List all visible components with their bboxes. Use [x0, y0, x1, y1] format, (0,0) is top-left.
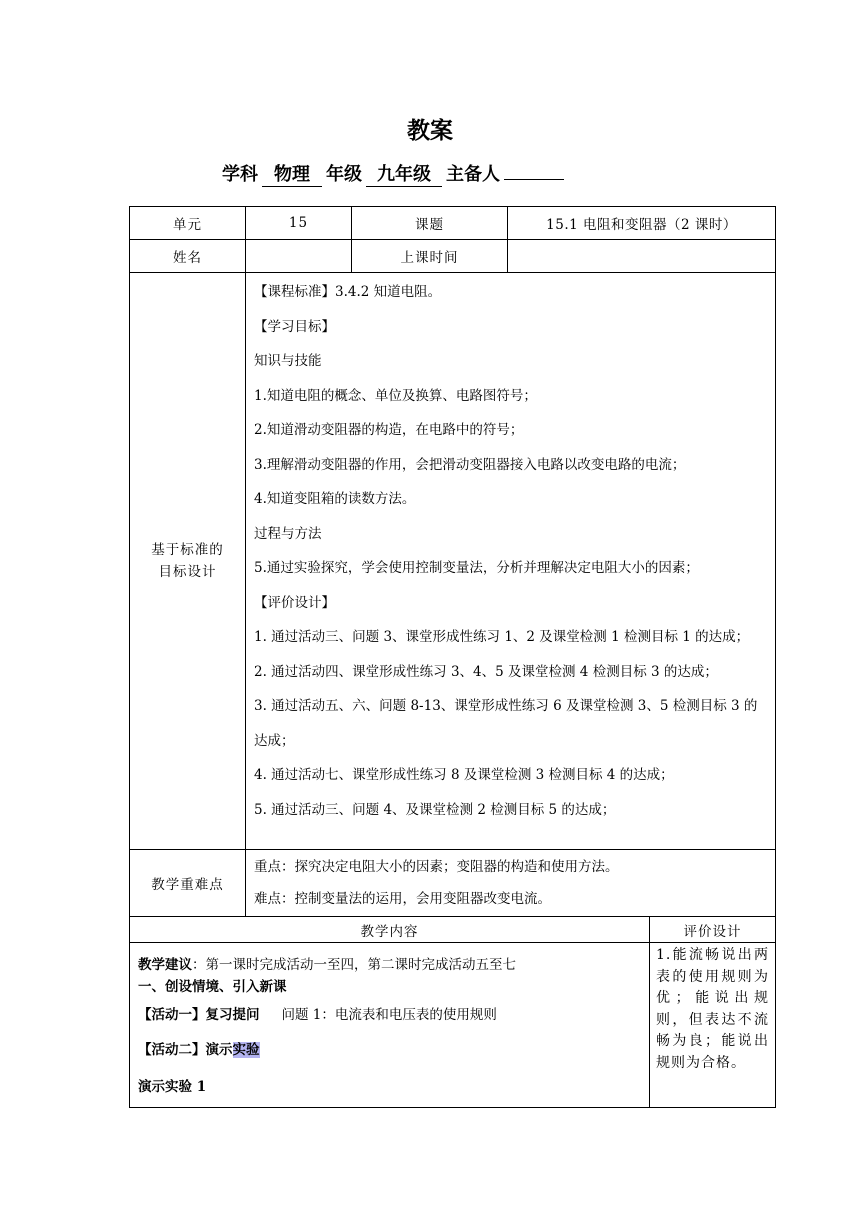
- objective-line: 3.理解滑动变阻器的作用，会把滑动变阻器接入电路以改变电路的电流；: [254, 456, 686, 473]
- content-header: 教学内容: [130, 917, 650, 943]
- unit-value: 15: [246, 207, 352, 240]
- objectives-content: [246, 273, 776, 850]
- objectives-label: [130, 273, 246, 850]
- topic-label: 课题: [352, 207, 508, 240]
- objective-line: 2. 通过活动四、课堂形成性练习 3、4、5 及课堂检测 4 检测目标 3 的达成；: [254, 663, 718, 680]
- objective-line: 4. 通过活动七、课堂形成性练习 8 及课堂检测 3 检测目标 4 的达成；: [254, 767, 674, 783]
- demo-experiment-1: 演示实验 1: [138, 1079, 207, 1095]
- key-points-row: [130, 850, 776, 917]
- subject-label: 学科: [222, 164, 258, 185]
- objective-line: 3. 通过活动五、六、问题 8-13、课堂形成性练习 6 及课堂检测 3、5 检测目标 3 的达成；: [254, 698, 758, 749]
- eval-header: 评价设计: [650, 917, 776, 943]
- objective-line: 【课程标准】3.4.2 知道电阻。: [254, 284, 442, 300]
- topic-value: 15.1 电阻和变阻器（2 课时）: [508, 207, 776, 240]
- doc-subtitle: [222, 160, 564, 187]
- objectives-label-line1: 基于标准的: [151, 542, 224, 558]
- doc-title: 教案: [407, 117, 453, 144]
- lesson-row: [130, 943, 776, 1108]
- objective-line: 【学习目标】: [254, 318, 335, 335]
- time-value: [508, 240, 776, 273]
- activity-2: 【活动二】演示实验: [138, 1042, 260, 1058]
- grade-value: 九年级: [366, 160, 442, 187]
- time-label: 上课时间: [352, 240, 508, 273]
- section-heading: 一、创设情境、引入新课: [138, 979, 287, 995]
- objective-line: 知识与技能: [254, 353, 322, 369]
- unit-row: [130, 207, 776, 240]
- objective-line: 4.知道变阻箱的读数方法。: [254, 491, 416, 507]
- key-points-content: [246, 850, 776, 917]
- grade-label: 年级: [326, 164, 362, 185]
- preparer-value: [504, 179, 564, 180]
- unit-label: 单元: [130, 207, 246, 240]
- objective-line: 5.通过实验探究，学会使用控制变量法，分析并理解决定电阻大小的因素；: [254, 560, 699, 576]
- objectives-label-line2: 目标设计: [158, 564, 217, 580]
- objective-line: 5. 通过活动三、问题 4、及课堂检测 2 检测目标 5 的达成；: [254, 801, 616, 818]
- subject-value: 物理: [262, 160, 322, 187]
- name-row: [130, 240, 776, 273]
- objective-line: 2.知道滑动变阻器的构造，在电路中的符号；: [254, 422, 524, 438]
- teaching-suggestion: 教学建议：第一课时完成活动一至四，第二课时完成活动五至七: [138, 957, 516, 973]
- objective-line: 过程与方法: [254, 525, 322, 542]
- key-points-label: 教学重难点: [130, 850, 246, 917]
- objectives-row: [130, 273, 776, 850]
- evaluation-content: 1.能流畅说出两表的使用规则为优；能说出规则，但表达不流畅为良；能说出规则为合格。: [650, 943, 776, 1108]
- objective-line: 1. 通过活动三、问题 3、课堂形成性练习 1、2 及课堂检测 1 检测目标 1 的达成；: [254, 629, 750, 645]
- key-point: 重点：探究决定电阻大小的因素；变阻器的构造和使用方法。: [254, 859, 619, 875]
- content-header-row: [130, 917, 776, 943]
- name-label: 姓名: [130, 240, 246, 273]
- objective-line: 【评价设计】: [254, 594, 335, 611]
- activity-1: 【活动一】复习提问 问题 1：电流表和电压表的使用规则: [138, 1007, 497, 1023]
- preparer-label: 主备人: [446, 164, 500, 185]
- lesson-plan-table: [129, 206, 776, 1108]
- lesson-content: [130, 943, 650, 1108]
- objective-line: 1.知道电阻的概念、单位及换算、电路图符号；: [254, 387, 537, 404]
- name-value: [246, 240, 352, 273]
- difficult-point: 难点：控制变量法的运用，会用变阻器改变电流。: [254, 891, 551, 907]
- highlighted-text: 实验: [232, 1042, 260, 1058]
